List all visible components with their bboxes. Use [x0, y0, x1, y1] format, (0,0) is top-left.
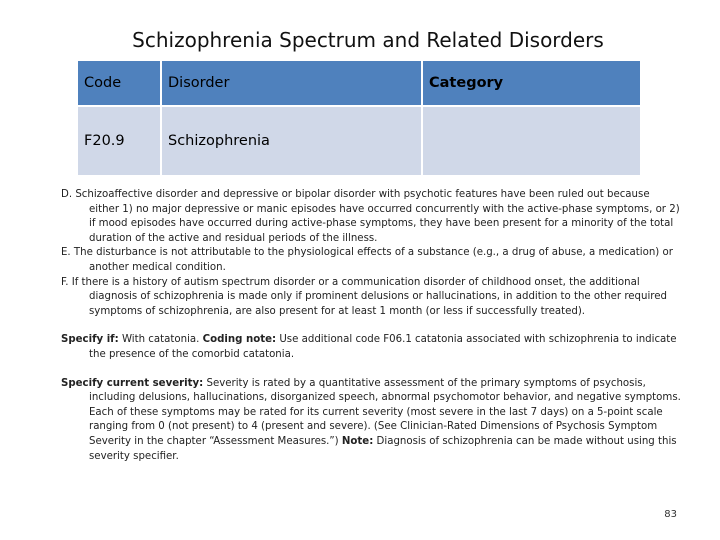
header-category: Category [422, 60, 641, 106]
specify-if-paragraph [61, 333, 681, 362]
cell-code: F20.9 [77, 106, 161, 176]
criterion-f: F. If there is a history of autism spectrum disorder or a communication disorder of childhood onset, the additional diagnosis of schizophrenia is made only if prominent delusions or hallucinations, in addition to the other required symptoms of schizophrenia, are also present for at least 1 month (or less if successfully treated). [61, 276, 668, 317]
page-number: 83 [664, 509, 677, 520]
table-header-row [77, 60, 641, 106]
criterion-d: D. Schizoaffective disorder and depressive or bipolar disorder with psychotic features have been ruled out because either 1) no major depressive or manic episodes have occurred concurrently with the active-phase symptoms, or 2) if mood episodes have occurred during active-phase symptoms, they have been present for a minority of the total duration of the active and residual periods of the illness. [61, 189, 680, 244]
coding-note-label: Coding note: [202, 334, 277, 346]
cell-disorder: Schizophrenia [161, 106, 422, 176]
slide-title: Schizophrenia Spectrum and Related Disorders [132, 28, 604, 52]
header-code: Code [77, 60, 161, 106]
note-text: Diagnosis of schizophrenia can be made without using this severity specifier. [89, 435, 677, 462]
specify-if-label: Specify if: [61, 334, 119, 346]
severity-paragraph [61, 377, 681, 465]
criteria-text [61, 188, 681, 464]
coding-note-text: Use additional code F06.1 catatonia associated with schizophrenia to indicate the presence of the comorbid catatonia. [89, 334, 677, 360]
header-disorder: Disorder [161, 60, 422, 106]
severity-label: Specify current severity: [61, 377, 204, 389]
note-label: Note: [341, 435, 374, 447]
table-row [77, 106, 641, 176]
specify-if-text: With catatonia. [118, 334, 203, 346]
diagnosis-table [76, 59, 642, 177]
criterion-e: E. The disturbance is not attributable to the physiological effects of a substance (e.g., a drug of abuse, a medication) or another medical condition. [61, 247, 673, 273]
cell-category [422, 106, 641, 176]
severity-text: Severity is rated by a quantitative assessment of the primary symptoms of psychosis, including delusions, hallucinations, disorganized speech, abnormal psychomotor behavior, and negative symptoms. Each of these symptoms may be rated for its current severity (most severe in the last 7 days) on a 5-point scale ranging from 0 (not present) to 4 (present and severe). (See Clinician-Rated Dimensions of Psychosis Symptom Severity in the chapter “Assessment Measures.”) [89, 377, 681, 447]
